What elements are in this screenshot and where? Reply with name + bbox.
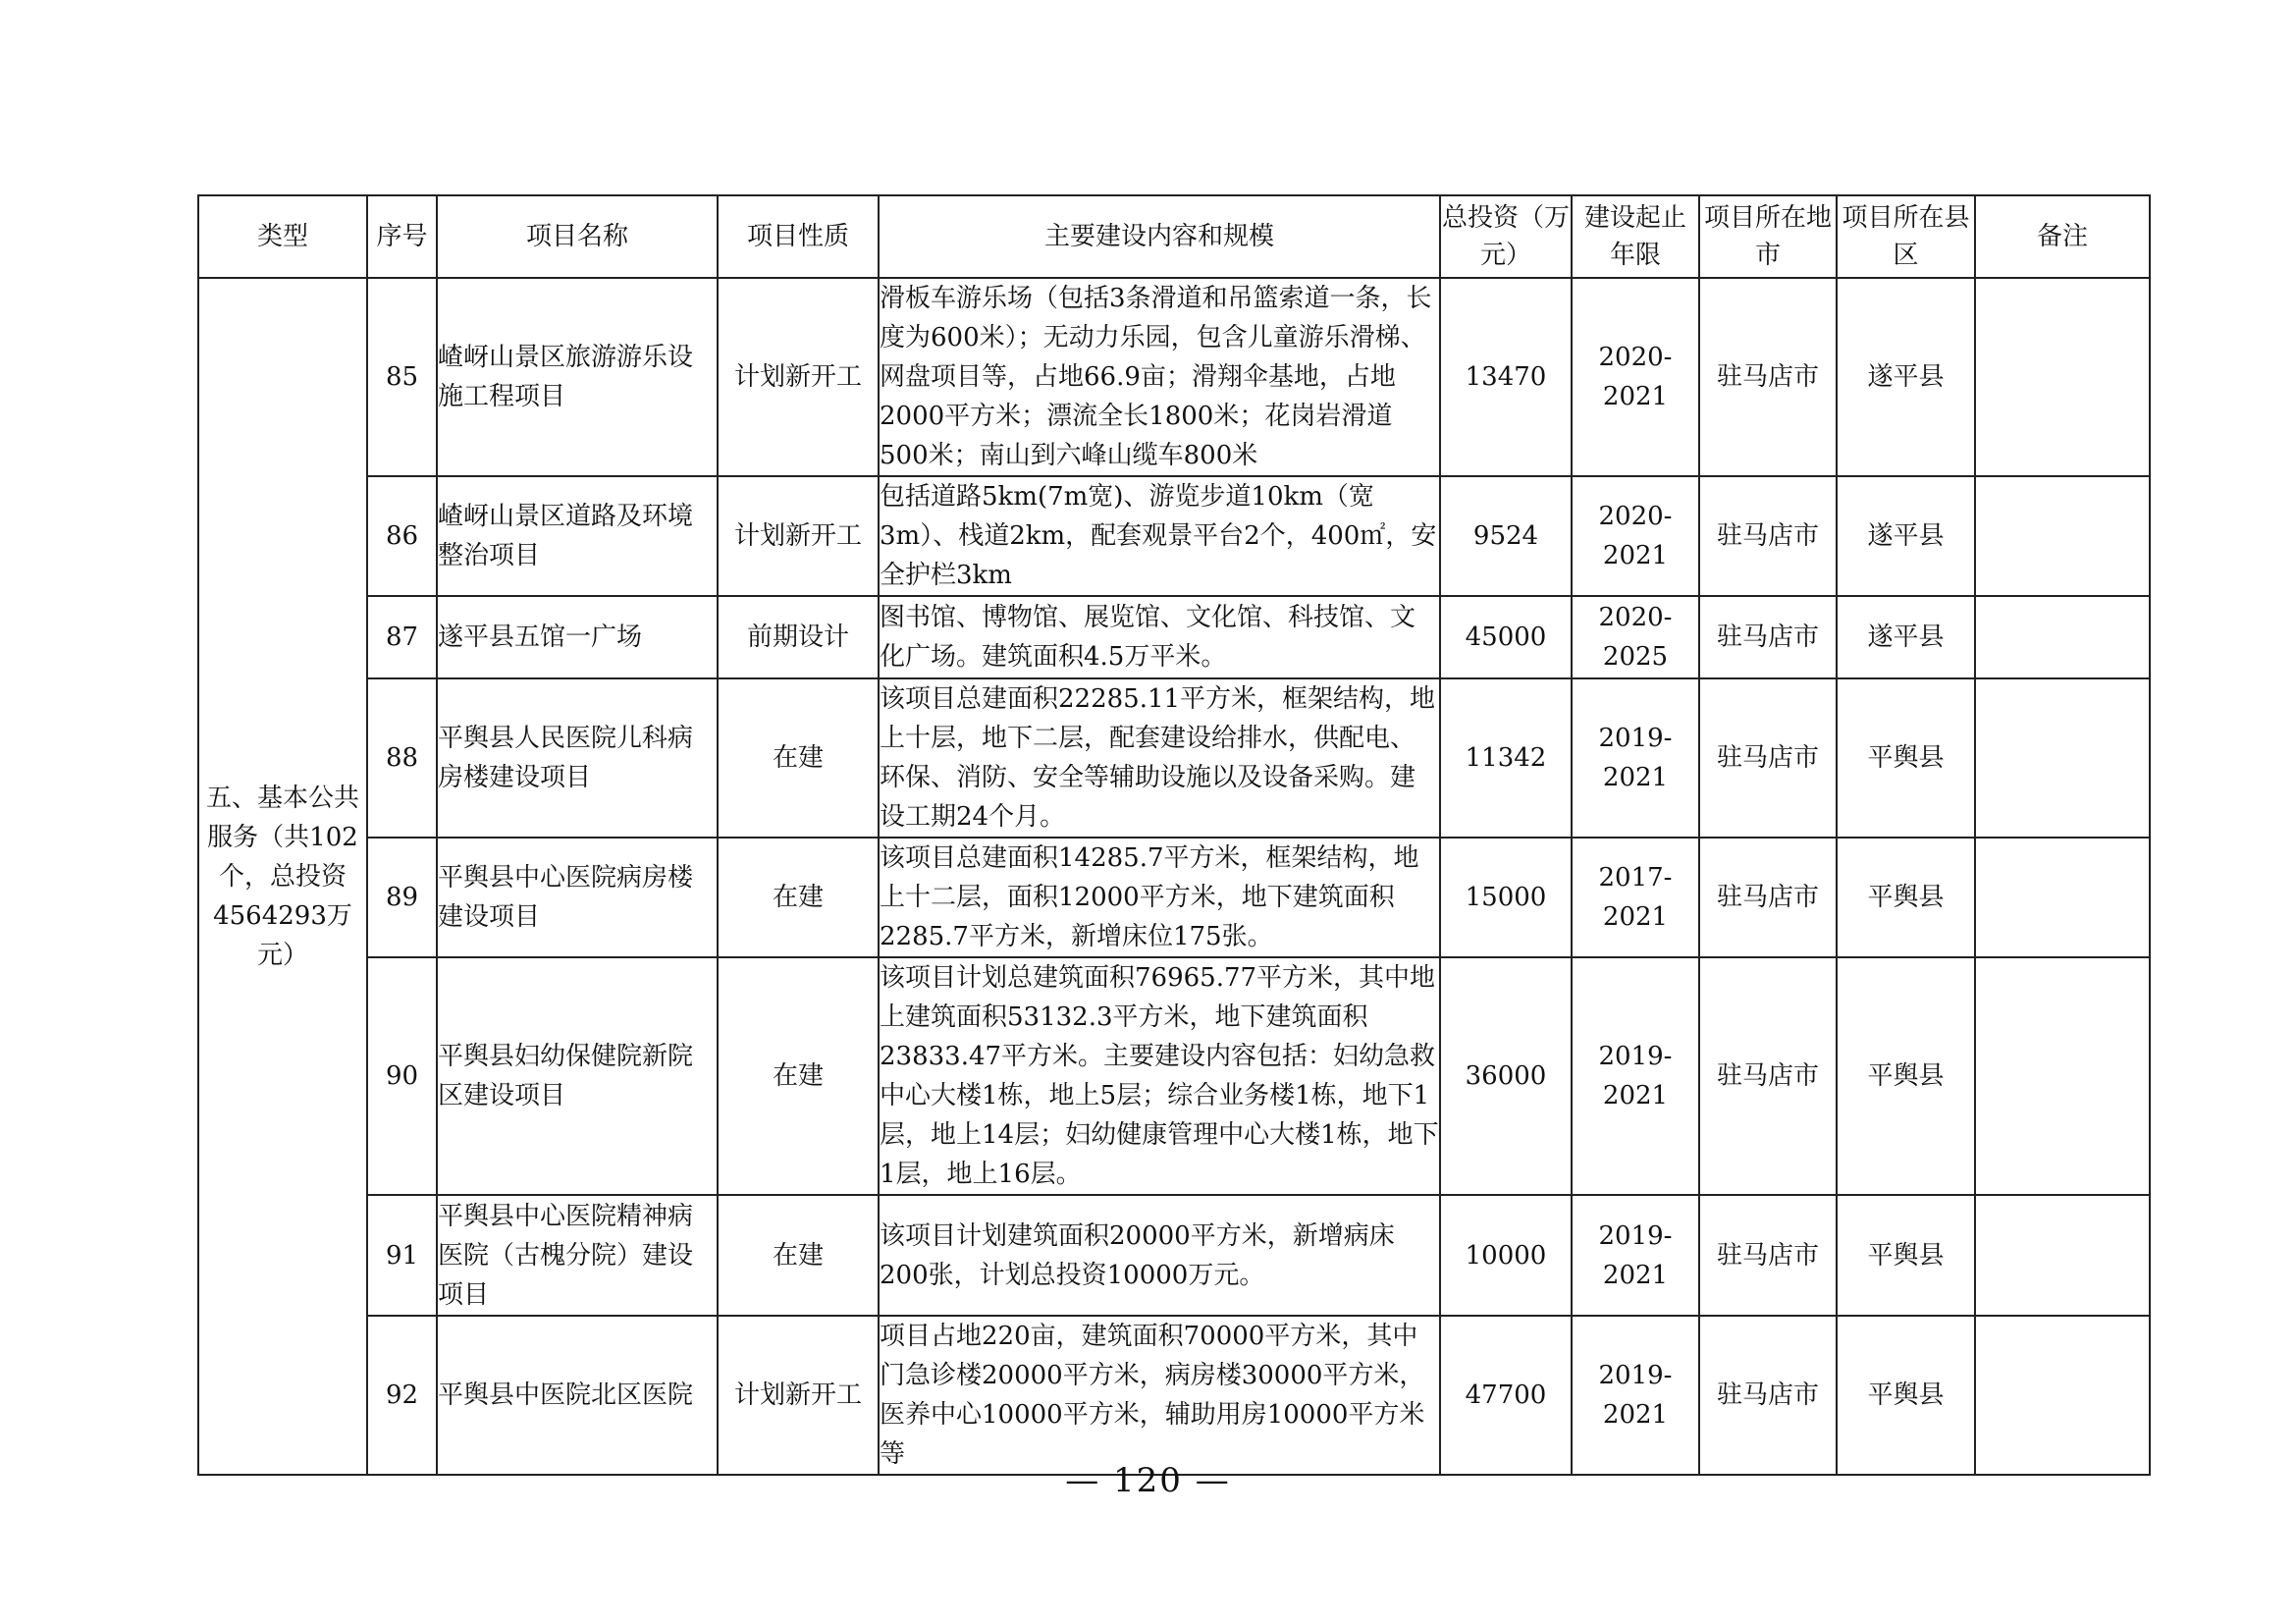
table-row [198,678,2150,838]
remark-cell [1975,678,2150,838]
seq-cell: 91 [367,1195,437,1316]
seq-cell: 86 [367,476,437,596]
nature-cell: 在建 [718,957,879,1195]
county-cell: 遂平县 [1837,476,1975,596]
table-row [198,1316,2150,1475]
period-cell: 2020-2025 [1572,596,1699,678]
nature-cell: 前期设计 [718,596,879,678]
content-cell: 该项目总建面积14285.7平方米，框架结构，地上十二层，面积12000平方米，地下建筑面积2285.7平方米，新增床位175张。 [879,838,1440,957]
table-row [198,278,2150,476]
seq-cell: 87 [367,596,437,678]
content-cell: 滑板车游乐场（包括3条滑道和吊篮索道一条，长度为600米）；无动力乐园，包含儿童游乐滑梯、网盘项目等，占地66.9亩；滑翔伞基地，占地2000平方米；漂流全长1800米；花岗岩滑道500米；南山到六峰山缆车800米 [879,278,1440,476]
name-cell: 平舆县中医院北区医院 [437,1316,718,1475]
nature-cell: 计划新开工 [718,278,879,476]
city-cell: 驻马店市 [1699,957,1837,1195]
invest-cell: 9524 [1440,476,1572,596]
remark-cell [1975,1316,2150,1475]
county-cell: 平舆县 [1837,1316,1975,1475]
period-cell: 2019-2021 [1572,1316,1699,1475]
table-header-row [198,195,2150,278]
county-cell: 平舆县 [1837,957,1975,1195]
remark-cell [1975,957,2150,1195]
table-row [198,476,2150,596]
content-cell: 该项目计划建筑面积20000平方米，新增病床200张，计划总投资10000万元。 [879,1195,1440,1316]
period-cell: 2019-2021 [1572,678,1699,838]
name-cell: 嵖岈山景区道路及环境整治项目 [437,476,718,596]
city-cell: 驻马店市 [1699,476,1837,596]
city-cell: 驻马店市 [1699,678,1837,838]
header-seq: 序号 [367,195,437,278]
remark-cell [1975,1195,2150,1316]
table-row [198,596,2150,678]
invest-cell: 15000 [1440,838,1572,957]
seq-cell: 85 [367,278,437,476]
header-city: 项目所在地市 [1699,195,1837,278]
period-cell: 2019-2021 [1572,957,1699,1195]
period-cell: 2020-2021 [1572,476,1699,596]
name-cell: 平舆县中心医院病房楼建设项目 [437,838,718,957]
remark-cell [1975,476,2150,596]
invest-cell: 45000 [1440,596,1572,678]
category-cell: 五、基本公共服务（共102个，总投资4564293万元） [198,278,367,1475]
invest-cell: 11342 [1440,678,1572,838]
header-type: 类型 [198,195,367,278]
period-cell: 2020-2021 [1572,278,1699,476]
content-cell: 包括道路5km(7m宽)、游览步道10km（宽3m）、栈道2km，配套观景平台2个，400㎡，安全护栏3km [879,476,1440,596]
city-cell: 驻马店市 [1699,1316,1837,1475]
remark-cell [1975,596,2150,678]
period-cell: 2019-2021 [1572,1195,1699,1316]
name-cell: 平舆县中心医院精神病医院（古槐分院）建设项目 [437,1195,718,1316]
period-cell: 2017-2021 [1572,838,1699,957]
invest-cell: 47700 [1440,1316,1572,1475]
invest-cell: 10000 [1440,1195,1572,1316]
nature-cell: 计划新开工 [718,476,879,596]
header-name: 项目名称 [437,195,718,278]
table-row [198,838,2150,957]
project-table [197,194,2151,1476]
name-cell: 嵖岈山景区旅游游乐设施工程项目 [437,278,718,476]
table-row [198,957,2150,1195]
nature-cell: 在建 [718,838,879,957]
seq-cell: 90 [367,957,437,1195]
county-cell: 平舆县 [1837,678,1975,838]
nature-cell: 在建 [718,1195,879,1316]
header-county: 项目所在县区 [1837,195,1975,278]
header-nature: 项目性质 [718,195,879,278]
table-row [198,1195,2150,1316]
invest-cell: 36000 [1440,957,1572,1195]
city-cell: 驻马店市 [1699,838,1837,957]
header-remark: 备注 [1975,195,2150,278]
nature-cell: 计划新开工 [718,1316,879,1475]
header-period: 建设起止年限 [1572,195,1699,278]
seq-cell: 89 [367,838,437,957]
city-cell: 驻马店市 [1699,1195,1837,1316]
name-cell: 平舆县人民医院儿科病房楼建设项目 [437,678,718,838]
county-cell: 平舆县 [1837,1195,1975,1316]
header-content: 主要建设内容和规模 [879,195,1440,278]
invest-cell: 13470 [1440,278,1572,476]
header-invest: 总投资（万元） [1440,195,1572,278]
name-cell: 遂平县五馆一广场 [437,596,718,678]
remark-cell [1975,278,2150,476]
remark-cell [1975,838,2150,957]
name-cell: 平舆县妇幼保健院新院区建设项目 [437,957,718,1195]
content-cell: 项目占地220亩，建筑面积70000平方米，其中门急诊楼20000平方米，病房楼30000平方米，医养中心10000平方米，辅助用房10000平方米等 [879,1316,1440,1475]
county-cell: 平舆县 [1837,838,1975,957]
city-cell: 驻马店市 [1699,278,1837,476]
nature-cell: 在建 [718,678,879,838]
seq-cell: 88 [367,678,437,838]
county-cell: 遂平县 [1837,596,1975,678]
seq-cell: 92 [367,1316,437,1475]
content-cell: 该项目总建面积22285.11平方米，框架结构，地上十层，地下二层，配套建设给排水，供配电、环保、消防、安全等辅助设施以及设备采购。建设工期24个月。 [879,678,1440,838]
content-cell: 图书馆、博物馆、展览馆、文化馆、科技馆、文化广场。建筑面积4.5万平米。 [879,596,1440,678]
content-cell: 该项目计划总建筑面积76965.77平方米，其中地上建筑面积53132.3平方米，地下建筑面积23833.47平方米。主要建设内容包括：妇幼急救中心大楼1栋，地上5层；综合业务楼1栋，地下1层，地上14层；妇幼健康管理中心大楼1栋，地下1层，地上16层。 [879,957,1440,1195]
city-cell: 驻马店市 [1699,596,1837,678]
page-number: — 120 — [1065,1461,1231,1500]
county-cell: 遂平县 [1837,278,1975,476]
